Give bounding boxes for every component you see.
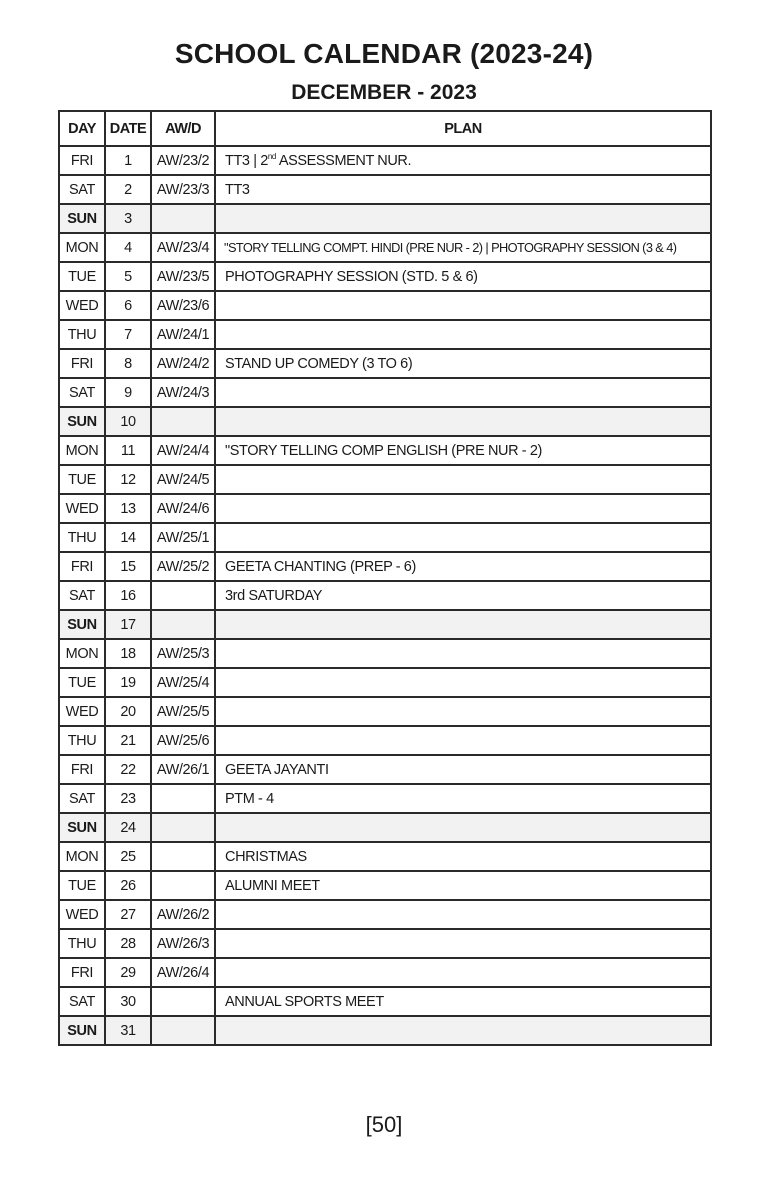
table-row — [59, 204, 711, 233]
cell-date: 6 — [105, 291, 151, 320]
cell-day: THU — [59, 320, 105, 349]
table-row — [59, 581, 711, 610]
column-header-awd: AW/D — [151, 111, 215, 146]
cell-day: TUE — [59, 668, 105, 697]
cell-date: 5 — [105, 262, 151, 291]
cell-plan — [215, 958, 711, 987]
table-row — [59, 552, 711, 581]
cell-day: SAT — [59, 987, 105, 1016]
cell-awd: AW/25/2 — [151, 552, 215, 581]
table-row — [59, 465, 711, 494]
cell-plan: "STORY TELLING COMP ENGLISH (PRE NUR - 2) — [215, 436, 711, 465]
cell-date: 26 — [105, 871, 151, 900]
cell-awd: AW/25/1 — [151, 523, 215, 552]
cell-plan — [215, 639, 711, 668]
page-title: SCHOOL CALENDAR (2023-24) — [174, 38, 594, 69]
table-row — [59, 871, 711, 900]
cell-date: 4 — [105, 233, 151, 262]
cell-date: 22 — [105, 755, 151, 784]
cell-plan: ALUMNI MEET — [215, 871, 711, 900]
month-subtitle: DECEMBER - 2023 — [291, 81, 477, 104]
table-row — [59, 436, 711, 465]
cell-day: FRI — [59, 958, 105, 987]
cell-awd: AW/24/3 — [151, 378, 215, 407]
cell-date: 3 — [105, 204, 151, 233]
cell-plan — [215, 378, 711, 407]
column-header-day: DAY — [59, 111, 105, 146]
cell-day: WED — [59, 494, 105, 523]
table-row — [59, 262, 711, 291]
cell-date: 1 — [105, 146, 151, 175]
cell-day: MON — [59, 233, 105, 262]
cell-day: SUN — [59, 204, 105, 233]
cell-day: THU — [59, 929, 105, 958]
cell-day: SUN — [59, 1016, 105, 1045]
cell-date: 19 — [105, 668, 151, 697]
table-row — [59, 291, 711, 320]
table-row — [59, 697, 711, 726]
table-row — [59, 523, 711, 552]
page-number: [50] — [365, 1112, 403, 1137]
cell-plan — [215, 697, 711, 726]
table-row — [59, 987, 711, 1016]
table-row — [59, 378, 711, 407]
table-row — [59, 175, 711, 204]
cell-plan: PTM - 4 — [215, 784, 711, 813]
cell-date: 30 — [105, 987, 151, 1016]
cell-awd — [151, 784, 215, 813]
cell-day: FRI — [59, 146, 105, 175]
cell-date: 7 — [105, 320, 151, 349]
table-row — [59, 407, 711, 436]
table-row — [59, 146, 711, 175]
cell-awd: AW/25/6 — [151, 726, 215, 755]
cell-day: WED — [59, 291, 105, 320]
cell-plan: ANNUAL SPORTS MEET — [215, 987, 711, 1016]
cell-date: 27 — [105, 900, 151, 929]
cell-date: 15 — [105, 552, 151, 581]
cell-awd: AW/24/2 — [151, 349, 215, 378]
cell-day: MON — [59, 436, 105, 465]
cell-day: TUE — [59, 262, 105, 291]
cell-awd: AW/24/6 — [151, 494, 215, 523]
table-row — [59, 958, 711, 987]
cell-plan — [215, 900, 711, 929]
calendar-body — [59, 146, 711, 1045]
cell-date: 20 — [105, 697, 151, 726]
cell-day: SUN — [59, 610, 105, 639]
cell-date: 16 — [105, 581, 151, 610]
cell-day: FRI — [59, 349, 105, 378]
table-row — [59, 755, 711, 784]
cell-day: WED — [59, 900, 105, 929]
cell-plan — [215, 813, 711, 842]
table-row — [59, 668, 711, 697]
column-header-date: DATE — [105, 111, 151, 146]
cell-awd — [151, 813, 215, 842]
table-row — [59, 726, 711, 755]
plan-superscript: nd — [267, 151, 276, 161]
cell-date: 31 — [105, 1016, 151, 1045]
table-row — [59, 610, 711, 639]
cell-day: FRI — [59, 552, 105, 581]
cell-day: TUE — [59, 871, 105, 900]
cell-plan — [215, 610, 711, 639]
plan-text-part: TT3 | 2 — [225, 152, 268, 169]
cell-day: SAT — [59, 378, 105, 407]
cell-date: 18 — [105, 639, 151, 668]
cell-plan — [215, 204, 711, 233]
cell-awd: AW/23/4 — [151, 233, 215, 262]
cell-awd: AW/26/4 — [151, 958, 215, 987]
table-row — [59, 1016, 711, 1045]
cell-date: 8 — [105, 349, 151, 378]
cell-plan — [215, 407, 711, 436]
cell-awd — [151, 1016, 215, 1045]
cell-plan: "STORY TELLING COMPT. HINDI (PRE NUR - 2) | PHOTOGRAPHY SESSION (3 & 4) — [215, 233, 711, 262]
cell-day: SUN — [59, 813, 105, 842]
cell-day: FRI — [59, 755, 105, 784]
cell-awd — [151, 987, 215, 1016]
table-row — [59, 784, 711, 813]
cell-awd: AW/23/5 — [151, 262, 215, 291]
cell-plan: CHRISTMAS — [215, 842, 711, 871]
cell-awd: AW/25/4 — [151, 668, 215, 697]
plan-text-part: ASSESSMENT NUR. — [275, 152, 412, 169]
cell-plan — [215, 523, 711, 552]
cell-plan — [215, 1016, 711, 1045]
cell-day: WED — [59, 697, 105, 726]
cell-awd — [151, 204, 215, 233]
cell-date: 17 — [105, 610, 151, 639]
cell-day: THU — [59, 523, 105, 552]
cell-awd — [151, 407, 215, 436]
table-row — [59, 842, 711, 871]
cell-awd: AW/26/1 — [151, 755, 215, 784]
cell-date: 13 — [105, 494, 151, 523]
table-row — [59, 900, 711, 929]
table-row — [59, 639, 711, 668]
table-row — [59, 233, 711, 262]
cell-awd: AW/25/3 — [151, 639, 215, 668]
cell-plan — [215, 465, 711, 494]
cell-awd — [151, 842, 215, 871]
column-header-plan: PLAN — [215, 111, 711, 146]
cell-plan — [215, 320, 711, 349]
cell-awd: AW/26/2 — [151, 900, 215, 929]
cell-date: 24 — [105, 813, 151, 842]
cell-plan — [215, 146, 711, 175]
cell-plan: STAND UP COMEDY (3 TO 6) — [215, 349, 711, 378]
cell-plan — [215, 726, 711, 755]
cell-plan — [215, 929, 711, 958]
table-row — [59, 349, 711, 378]
table-row — [59, 929, 711, 958]
cell-day: SAT — [59, 784, 105, 813]
calendar-table — [58, 110, 712, 1046]
cell-day: THU — [59, 726, 105, 755]
cell-day: SAT — [59, 175, 105, 204]
cell-plan — [215, 668, 711, 697]
table-row — [59, 494, 711, 523]
cell-awd: AW/23/3 — [151, 175, 215, 204]
cell-date: 25 — [105, 842, 151, 871]
cell-date: 12 — [105, 465, 151, 494]
cell-date: 14 — [105, 523, 151, 552]
cell-plan: GEETA CHANTING (PREP - 6) — [215, 552, 711, 581]
cell-date: 29 — [105, 958, 151, 987]
cell-day: MON — [59, 842, 105, 871]
cell-day: SUN — [59, 407, 105, 436]
cell-plan — [215, 494, 711, 523]
cell-awd: AW/24/1 — [151, 320, 215, 349]
cell-awd — [151, 871, 215, 900]
cell-date: 9 — [105, 378, 151, 407]
cell-plan: PHOTOGRAPHY SESSION (STD. 5 & 6) — [215, 262, 711, 291]
cell-awd: AW/23/2 — [151, 146, 215, 175]
cell-awd: AW/26/3 — [151, 929, 215, 958]
cell-awd: AW/23/6 — [151, 291, 215, 320]
cell-plan: GEETA JAYANTI — [215, 755, 711, 784]
cell-awd: AW/24/4 — [151, 436, 215, 465]
cell-date: 2 — [105, 175, 151, 204]
cell-plan — [215, 291, 711, 320]
cell-awd: AW/25/5 — [151, 697, 215, 726]
cell-awd — [151, 581, 215, 610]
cell-day: MON — [59, 639, 105, 668]
cell-awd: AW/24/5 — [151, 465, 215, 494]
cell-date: 23 — [105, 784, 151, 813]
cell-date: 11 — [105, 436, 151, 465]
cell-awd — [151, 610, 215, 639]
cell-day: SAT — [59, 581, 105, 610]
cell-day: TUE — [59, 465, 105, 494]
cell-date: 10 — [105, 407, 151, 436]
cell-date: 21 — [105, 726, 151, 755]
table-row — [59, 320, 711, 349]
cell-date: 28 — [105, 929, 151, 958]
table-header-row — [59, 111, 711, 146]
cell-plan: 3rd SATURDAY — [215, 581, 711, 610]
cell-plan: TT3 — [215, 175, 711, 204]
table-row — [59, 813, 711, 842]
